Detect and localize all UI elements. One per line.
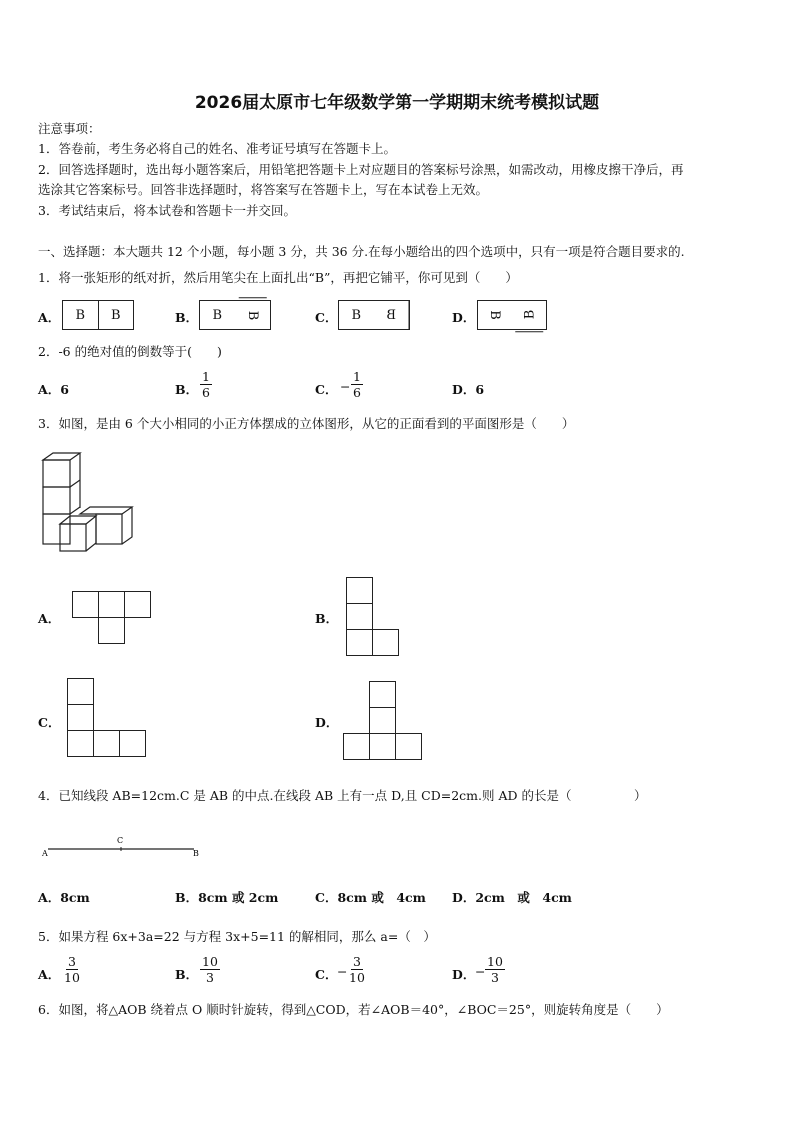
point-b-label: B	[193, 849, 199, 858]
section-heading: 一、选择题：本大题共 12 个小题，每小题 3 分，共 36 分.在每小题给出的四个选项中，只有一项是符合题目要求的.	[38, 244, 685, 259]
q5-option-c-sign: −	[337, 964, 348, 979]
letter-b-rotated: B	[238, 297, 266, 333]
letter-b-normal: B	[212, 307, 223, 323]
q2-option-d: D．6	[452, 382, 485, 397]
letter-b-mirrored: B	[374, 301, 410, 329]
letter-b-normal: B	[98, 301, 134, 329]
q1-option-a-label: A．	[38, 310, 61, 325]
notice-item-3: 3．考试结束后，将本试卷和答题卡一并交回。	[38, 203, 296, 218]
q5-option-b-label: B．	[175, 967, 199, 982]
question-3-stem: 3．如图，是由 6 个大小相同的小正方体摆成的立体图形，从它的正面看到的平面图形是（ ）	[38, 416, 575, 431]
q2-option-b-label: B．	[175, 382, 199, 397]
letter-b-rotated: B	[515, 298, 543, 333]
notice-heading: 注意事项：	[38, 121, 101, 136]
notice-item-2: 2．回答选择题时，选出每小题答案后，用铅笔把答题卡上对应题目的答案标号涂黑，如需改动，用橡皮擦干净后，再	[38, 162, 684, 177]
denominator: 3	[205, 970, 214, 985]
q2-option-c-label: C．	[315, 382, 338, 397]
point-c-label: C	[117, 836, 124, 845]
q1-option-c-figure	[338, 300, 410, 330]
numerator: 10	[487, 954, 503, 969]
question-1-stem: 1．将一张矩形的纸对折，然后用笔尖在上面扎出“B”，再把它铺平，你可见到（ ）	[38, 270, 518, 285]
q5-option-a-label: A．	[38, 967, 61, 982]
q1-option-a-figure	[62, 300, 134, 330]
q4-segment-figure	[40, 834, 205, 862]
q1-option-b-label: B．	[175, 310, 199, 325]
notice-item-1: 1．答卷前，考生务必将自己的姓名、准考证号填写在答题卡上。	[38, 141, 396, 156]
q2-option-b-fraction	[200, 369, 212, 400]
q1-option-c-label: C．	[315, 310, 338, 325]
q3-option-b-figure	[346, 577, 400, 657]
q3-option-d-figure	[343, 681, 423, 761]
q4-option-c: C．8cm 或 4cm	[315, 890, 426, 905]
question-4-stem: 4．已知线段 AB=12cm.C 是 AB 的中点.在线段 AB 上有一点 D,且 CD=2cm.则 AD 的长是（ ）	[38, 788, 647, 803]
q3-option-a-label: A．	[38, 611, 61, 626]
question-6-stem: 6．如图，将△AOB 绕着点 O 顺时针旋转，得到△COD，若∠AOB＝40°，∠BOC＝25°，则旋转角度是（ ）	[38, 1002, 669, 1017]
q3-option-c-label: C．	[38, 715, 61, 730]
q1-option-d-figure	[477, 300, 547, 330]
q5-option-c-label: C．	[315, 967, 338, 982]
numerator: 1	[353, 369, 361, 384]
q3-option-a-figure	[72, 591, 152, 645]
point-a-label: A	[42, 849, 48, 858]
letter-b-rotated: B	[487, 310, 503, 320]
q2-option-a: A．6	[38, 382, 69, 397]
denominator: 10	[64, 970, 80, 985]
q5-option-c-fraction	[347, 954, 367, 985]
question-5-stem: 5．如果方程 6x+3a=22 与方程 3x+5=11 的解相同，那么 a=（ ）	[38, 929, 436, 944]
q4-option-d: D．2cm 或 4cm	[452, 890, 572, 905]
q5-option-d-fraction	[485, 954, 505, 985]
numerator: 3	[352, 954, 361, 969]
denominator: 6	[202, 385, 210, 400]
page-title: 2026届太原市七年级数学第一学期期末统考模拟试题	[194, 93, 600, 113]
q1-option-b-figure	[199, 300, 271, 330]
q5-option-a-fraction	[62, 954, 82, 985]
q5-option-d-label: D．	[452, 967, 476, 982]
numerator: 10	[202, 954, 218, 969]
q3-option-c-figure	[67, 678, 147, 758]
q4-option-b: B．8cm 或 2cm	[175, 890, 279, 905]
denominator: 10	[349, 970, 365, 985]
letter-b-normal: B	[75, 307, 86, 323]
question-2-stem: 2．-6 的绝对值的倒数等于( )	[38, 344, 222, 359]
q1-option-d-label: D．	[452, 310, 476, 325]
numerator: 3	[67, 954, 76, 969]
q2-option-c-fraction	[351, 369, 363, 400]
q5-option-b-fraction	[200, 954, 220, 985]
q3-option-b-label: B．	[315, 611, 339, 626]
notice-item-2-cont: 选涂其它答案标号。回答非选择题时，将答案写在答题卡上，写在本试卷上无效。	[38, 182, 489, 197]
letter-b-normal: B	[351, 307, 362, 323]
q4-option-a: A．8cm	[38, 890, 90, 905]
q5-option-d-sign: −	[475, 964, 486, 979]
denominator: 6	[353, 385, 361, 400]
q2-option-c-sign: −	[340, 379, 351, 394]
q3-option-d-label: D．	[315, 715, 339, 730]
denominator: 3	[490, 970, 499, 985]
q3-cube-stack-figure	[40, 450, 140, 555]
numerator: 1	[202, 369, 210, 384]
